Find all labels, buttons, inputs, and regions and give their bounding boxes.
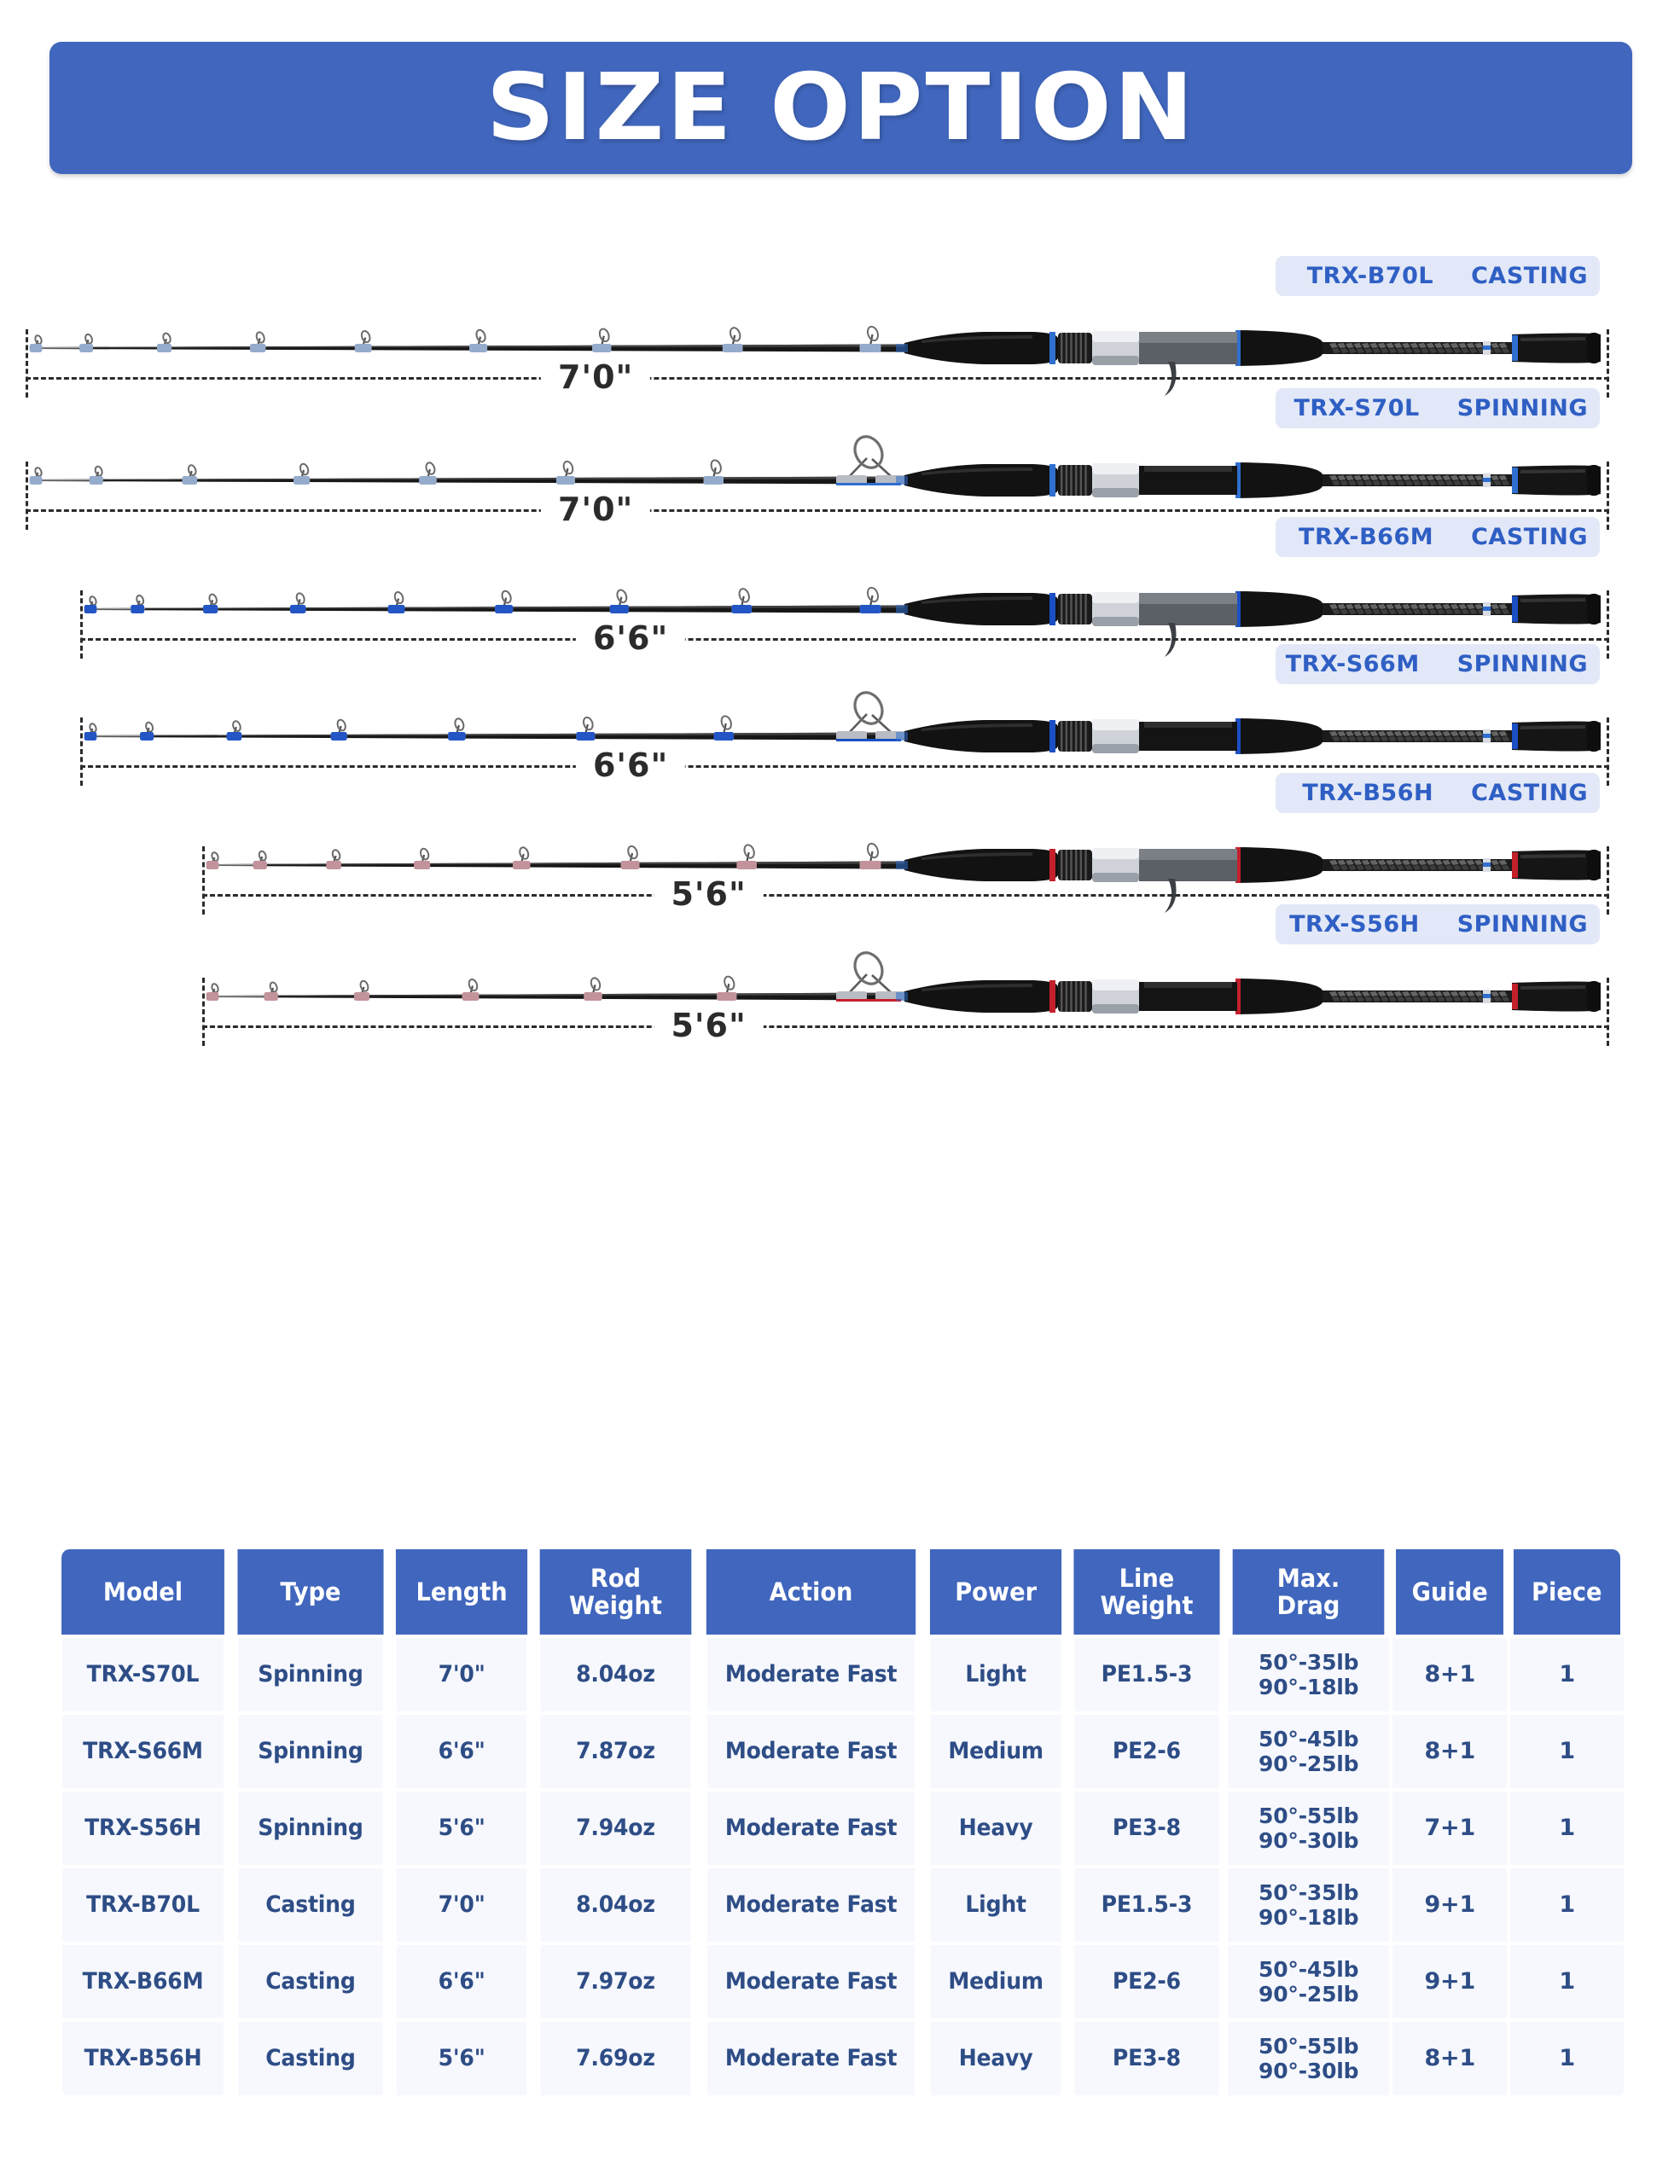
rod-model-label: TRX-S70L [1293, 395, 1420, 421]
table-header [56, 1549, 1624, 1635]
cell-guide: 8+1 [1392, 1715, 1507, 1788]
dimension-rule [202, 1025, 1609, 1028]
rod-label-badge [1276, 517, 1600, 557]
table-row [56, 2022, 1624, 2095]
cell-line-weight: PE3-8 [1075, 2022, 1219, 2095]
cell-model: TRX-B70L [62, 1868, 224, 1942]
rod-label-badge [1276, 773, 1600, 813]
cell-power: Light [931, 1638, 1061, 1711]
cell-power: Medium [931, 1945, 1061, 2018]
cell-model: TRX-S66M [62, 1715, 224, 1788]
rod-label-badge [1276, 904, 1600, 944]
table-header-rod-weight [540, 1549, 692, 1635]
dimension-line [26, 329, 1609, 398]
header-text-line: Guide [1411, 1577, 1488, 1606]
cell-guide: 8+1 [1392, 2022, 1507, 2095]
cell-type: Spinning [238, 1715, 382, 1788]
cell-piece: 1 [1510, 1945, 1624, 2018]
cell-rod-weight: 7.94oz [541, 1792, 691, 1865]
cell-length: 6'6" [397, 1945, 527, 2018]
table-row [56, 1715, 1624, 1788]
dimension-tick-right [1607, 846, 1609, 915]
page-header-banner [49, 42, 1632, 174]
dimension-tick-right [1607, 329, 1609, 398]
max-drag-line: 90°-30lb [1259, 1828, 1359, 1853]
dimension-length-label: 5'6" [654, 1002, 763, 1049]
max-drag-line: 90°-18lb [1259, 1675, 1359, 1699]
rod-label-badge [1276, 644, 1600, 684]
cell-max-drag [1228, 1638, 1389, 1711]
cell-type: Casting [238, 1868, 382, 1942]
cell-guide: 9+1 [1392, 1868, 1507, 1942]
cell-piece: 1 [1510, 1792, 1624, 1865]
rod-type-label: CASTING [1471, 524, 1588, 550]
dimension-tick-left [202, 846, 205, 915]
rod-label-badge [1276, 388, 1600, 428]
table-header-piece [1514, 1549, 1620, 1635]
rod-model-label: TRX-S66M [1285, 651, 1420, 677]
cell-length: 7'0" [397, 1638, 527, 1711]
cell-line-weight: PE3-8 [1075, 1792, 1219, 1865]
header-text-line: Weight [569, 1591, 662, 1620]
header-text-line: Weight [1100, 1591, 1194, 1620]
rod-type-label: SPINNING [1456, 911, 1588, 938]
cell-type: Casting [238, 2022, 382, 2095]
cell-action: Moderate Fast [707, 1868, 915, 1942]
dimension-rule [80, 638, 1609, 641]
cell-rod-weight: 7.97oz [541, 1945, 691, 2018]
dimension-tick-left [26, 462, 28, 530]
cell-power: Heavy [931, 2022, 1061, 2095]
cell-piece: 1 [1510, 1715, 1624, 1788]
table-header-max-drag [1233, 1549, 1385, 1635]
dimension-line [202, 978, 1609, 1046]
dimension-rule [26, 509, 1609, 512]
header-text-line: Power [955, 1577, 1038, 1606]
table-row [56, 1792, 1624, 1865]
table-header-model [61, 1549, 224, 1635]
cell-model: TRX-B66M [62, 1945, 224, 2018]
dimension-tick-right [1607, 590, 1609, 659]
cell-action: Moderate Fast [707, 1792, 915, 1865]
specification-table [53, 1546, 1627, 2099]
max-drag-line: 90°-18lb [1259, 1905, 1359, 1930]
header-text-line: Max. [1276, 1563, 1340, 1593]
header-text-line: Drag [1276, 1591, 1340, 1620]
cell-rod-weight: 8.04oz [541, 1638, 691, 1711]
page-title: SIZE OPTION [485, 54, 1196, 161]
cell-power: Medium [931, 1715, 1061, 1788]
cell-max-drag [1228, 1715, 1389, 1788]
cell-piece: 1 [1510, 2022, 1624, 2095]
table-header-line-weight [1074, 1549, 1220, 1635]
max-drag-line: 50°-35lb [1259, 1879, 1359, 1905]
header-text-line: Type [280, 1577, 341, 1606]
cell-rod-weight: 7.87oz [541, 1715, 691, 1788]
rod-model-label: TRX-B56H [1302, 780, 1434, 806]
cell-guide: 7+1 [1392, 1792, 1507, 1865]
max-drag-line: 50°-45lb [1259, 1956, 1359, 1982]
cell-type: Casting [238, 1945, 382, 2018]
cell-model: TRX-S70L [62, 1638, 224, 1711]
cell-model: TRX-S56H [62, 1792, 224, 1865]
max-drag-line: 50°-45lb [1259, 1726, 1359, 1751]
dimension-tick-right [1607, 717, 1609, 786]
cell-max-drag [1228, 2022, 1389, 2095]
cell-type: Spinning [238, 1638, 382, 1711]
rod-type-label: SPINNING [1456, 395, 1588, 421]
cell-max-drag [1228, 1868, 1389, 1942]
dimension-tick-right [1607, 462, 1609, 530]
max-drag-line: 50°-55lb [1259, 2033, 1359, 2059]
dimension-length-label: 6'6" [576, 741, 685, 789]
cell-line-weight: PE1.5-3 [1075, 1638, 1219, 1711]
dimension-tick-left [26, 329, 28, 398]
table-body [56, 1638, 1624, 2095]
cell-rod-weight: 7.69oz [541, 2022, 691, 2095]
cell-power: Heavy [931, 1792, 1061, 1865]
header-text-line: Model [102, 1577, 183, 1606]
max-drag-line: 90°-25lb [1259, 1982, 1359, 2007]
dimension-rule [202, 894, 1609, 897]
dimension-tick-left [80, 590, 83, 659]
table-row [56, 1868, 1624, 1942]
cell-line-weight: PE2-6 [1075, 1715, 1219, 1788]
table-header-power [930, 1549, 1061, 1635]
table-header-action [706, 1549, 916, 1635]
cell-action: Moderate Fast [707, 1945, 915, 2018]
header-text-line: Rod [590, 1563, 642, 1593]
rod-type-label: CASTING [1471, 780, 1588, 806]
cell-model: TRX-B56H [62, 2022, 224, 2095]
header-text-line: Line [1119, 1563, 1175, 1593]
table-header-length [396, 1549, 527, 1635]
cell-piece: 1 [1510, 1638, 1624, 1711]
rod-label-badge [1276, 256, 1600, 296]
cell-length: 5'6" [397, 2022, 527, 2095]
dimension-tick-right [1607, 978, 1609, 1046]
max-drag-line: 90°-30lb [1259, 2059, 1359, 2083]
cell-length: 5'6" [397, 1792, 527, 1865]
rod-type-label: SPINNING [1456, 651, 1588, 677]
max-drag-line: 90°-25lb [1259, 1751, 1359, 1776]
dimension-length-label: 5'6" [654, 870, 763, 918]
cell-guide: 8+1 [1392, 1638, 1507, 1711]
dimension-rule [80, 765, 1609, 768]
table-row [56, 1638, 1624, 1711]
cell-rod-weight: 8.04oz [541, 1868, 691, 1942]
max-drag-line: 50°-35lb [1259, 1649, 1359, 1675]
cell-action: Moderate Fast [707, 1638, 915, 1711]
rod-type-label: CASTING [1471, 263, 1588, 289]
dimension-tick-left [202, 978, 205, 1046]
table-header-guide [1396, 1549, 1503, 1635]
header-text-line: Piece [1532, 1577, 1602, 1606]
cell-line-weight: PE2-6 [1075, 1945, 1219, 2018]
cell-type: Spinning [238, 1792, 382, 1865]
cell-guide: 9+1 [1392, 1945, 1507, 2018]
cell-length: 6'6" [397, 1715, 527, 1788]
table-header-row [56, 1549, 1624, 1635]
cell-length: 7'0" [397, 1868, 527, 1942]
cell-action: Moderate Fast [707, 1715, 915, 1788]
header-text-line: Action [769, 1577, 853, 1606]
cell-max-drag [1228, 1792, 1389, 1865]
dimension-length-label: 6'6" [576, 614, 685, 662]
cell-max-drag [1228, 1945, 1389, 2018]
rod-model-label: TRX-B70L [1306, 263, 1434, 289]
cell-power: Light [931, 1868, 1061, 1942]
cell-piece: 1 [1510, 1868, 1624, 1942]
cell-action: Moderate Fast [707, 2022, 915, 2095]
dimension-tick-left [80, 717, 83, 786]
dimension-length-label: 7'0" [541, 353, 650, 401]
rod-model-label: TRX-B66M [1299, 524, 1434, 550]
table-row [56, 1945, 1624, 2018]
rod-model-label: TRX-S56H [1289, 911, 1420, 938]
cell-line-weight: PE1.5-3 [1075, 1868, 1219, 1942]
dimension-rule [26, 377, 1609, 380]
max-drag-line: 50°-55lb [1259, 1803, 1359, 1828]
header-text-line: Length [416, 1577, 508, 1606]
dimension-length-label: 7'0" [541, 485, 650, 533]
table-header-type [237, 1549, 383, 1635]
